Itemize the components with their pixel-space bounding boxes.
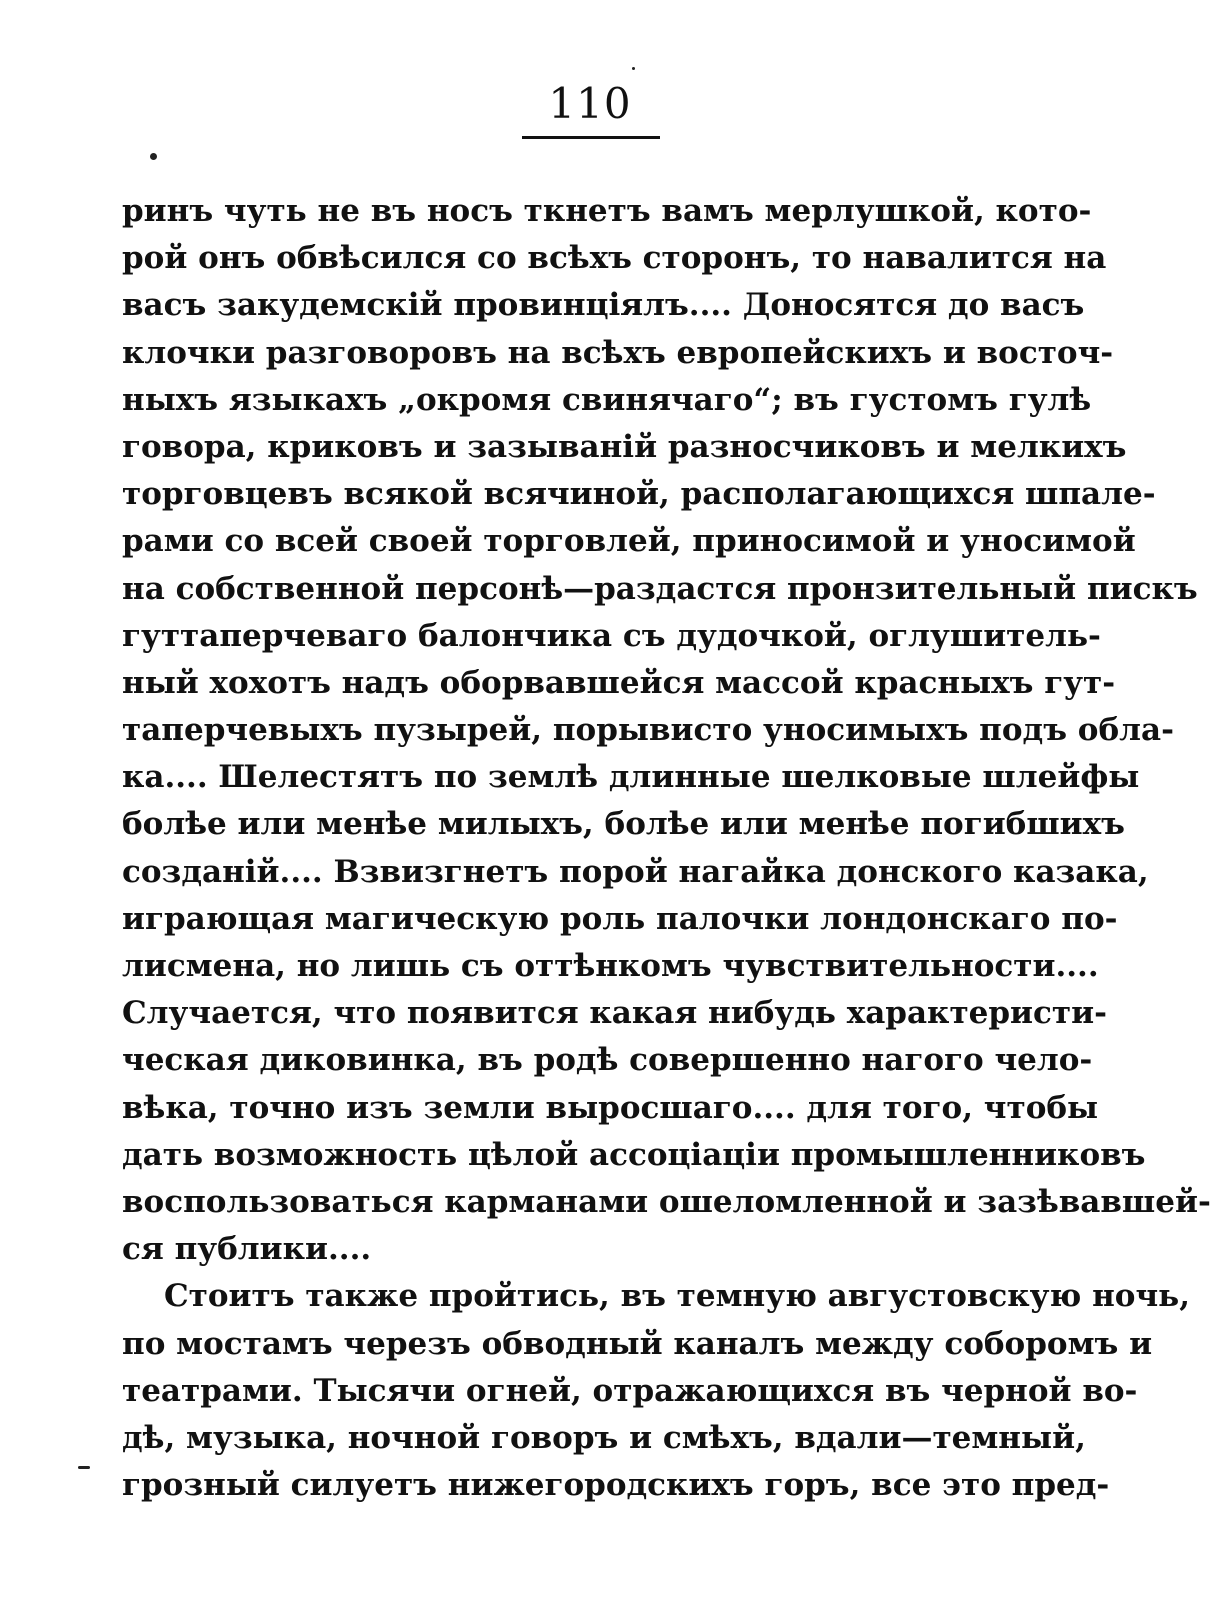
text-line: болѣе или менѣе милыхъ, болѣе или менѣе погибшихъ [122,806,1125,843]
page-number-rule [522,136,660,139]
text-line: дѣ, музыка, ночной говоръ и смѣхъ, вдали—темный, [122,1419,1086,1456]
text-line: ринъ чуть не въ носъ ткнетъ вамъ мерлушкой, кото- [122,193,1092,229]
text-line: гуттаперчеваго балончика съ дудочкой, оглушитель- [122,617,1101,654]
text-line: дать возможность цѣлой ассоціаціи промышленниковъ [122,1136,1146,1173]
body-text [122,188,1211,1509]
paragraph-start-line: Стоитъ также пройтись, въ темную августовскую ночь, [164,1278,1190,1315]
text-line: вѣка, точно изъ земли выросшаго.... для того, чтобы [122,1089,1099,1126]
text-line: созданій.... Взвизгнетъ порой нагайка донского казака, [122,853,1149,890]
text-line: рой онъ обвѣсился со всѣхъ сторонъ, то навалится на [122,240,1107,277]
text-line: играющая магическую роль палочки лондонскаго по- [122,900,1118,937]
text-line: ныхъ языкахъ „окромя свинячаго“; въ густомъ гулѣ [122,381,1092,418]
ink-speck [78,1466,90,1469]
text-line: воспользоваться карманами ошеломленной и зазѣвавшей- [122,1183,1211,1220]
text-line: ся публики.... [122,1231,372,1268]
text-line: торговцевъ всякой всячиной, располагающихся шпале- [122,476,1156,513]
ink-speck [632,67,635,70]
text-line: ный хохотъ надъ оборвавшейся массой красныхъ гут- [122,664,1116,701]
text-line: театрами. Тысячи огней, отражающихся въ черной во- [122,1372,1138,1409]
text-line: на собственной персонѣ—раздастся пронзительный пискъ [122,570,1198,607]
text-line: Случается, что появится какая нибудь характеристи- [122,995,1107,1032]
text-line: рами со всей своей торговлей, приносимой и уносимой [122,523,1136,560]
text-line: ка.... Шелестятъ по землѣ длинные шелковые шлейфы [122,759,1140,796]
text-line: лисмена, но лишь съ оттѣнкомъ чувствительности.... [122,948,1099,984]
ink-speck [150,153,157,160]
page-number: 110 [548,79,632,128]
text-line: грозный силуетъ нижегородскихъ горъ, все это пред- [122,1467,1110,1504]
text-line: таперчевыхъ пузырей, порывисто уносимыхъ подъ обла- [122,712,1174,749]
text-line: по мостамъ черезъ обводный каналъ между соборомъ и [122,1325,1153,1362]
text-line: говора, криковъ и зазываній разносчиковъ и мелкихъ [122,428,1127,465]
text-line: клочки разговоровъ на всѣхъ европейскихъ и восточ- [122,334,1114,371]
text-line: васъ закудемскій провинціялъ.... Доносятся до васъ [122,287,1085,324]
text-line: ческая диковинка, въ родѣ совершенно нагого чело- [122,1042,1093,1079]
